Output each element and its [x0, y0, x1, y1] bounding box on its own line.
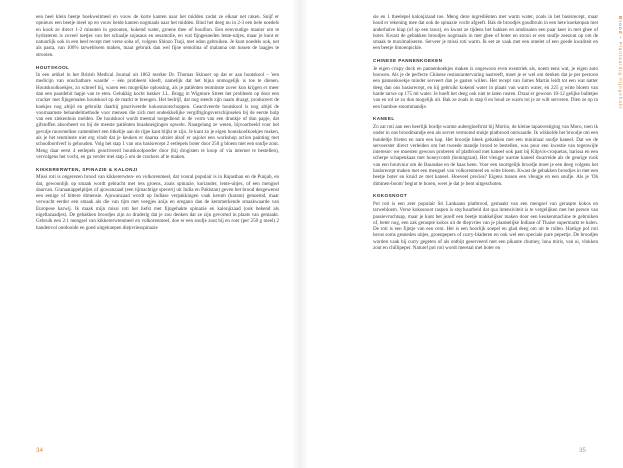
right-page	[300, 0, 623, 468]
paragraph: Zo zat roti aan een heerlijk bordje warme aubergineftrist bij Morito, de kleine tapasvestiging van Moro, toen ik onder in ons broodmandje een als servet vermomd stukje platbrood ontwaarde. Ik wikkelde het broodje om een bundeltje frieten en nam een hap. Het broodje bleek gebakken met een minimaal snufje kaneel. Dat we de serveerster direct verleiden om het tweede mandje brood te bestellen, was puur een kwestie van tegenwijle interesse: we moesten gewoon proberen of platbrood met kaneel ook past bij Kilpvis-croquetas, harissa en een scherpe schapenkaas met honeycomb (honingraat). Het vleugje warme kaneel dwarrelde als de geurige rook van een houtvuur om de Basasdae en de kaas heen. Voor een soortgelijk broodje moet je een deeg volgens het basisrecept maken met een mengsel van volkorenmeel en witte bloem. Kwast de gebakken broodjes in met een beetje boter en kruid ze met kaneel. Hoeveel precies? Eigens tussen een vleugje en een snufje. Als je 'Oh dimmen-boom' begint te horen, weet je dat je bent uitgeschoten.	[373, 124, 598, 187]
left-text-column	[36, 14, 279, 231]
running-head-sub: • Plantaardig Fijngehakt	[618, 36, 623, 110]
paragraph: Missi roti is ongerezen brood van kikkererwten- en volkorenmeel, dat vooral populair is in Rajasthan en de Punjab, en dat, gewoonlijk op smaak wordt gebracht met iets groens, zoals spinazie, koriander, lente-uitjes, of een mengsel daarvan. Granaatappelpitjes of ajowanzaad (een tijmachtige specerij uit India en Pakistan) geven het brood desgewenst een eenige of bittere dimensie. Ajowanzaad wordt op Indiase verpakkingen vaak kerum (karam) genoemd, maar verwacht eerder een smaak als die van tijm met veegjes anijs en oregano dan de kemmerkende smaakwaarde van Europese karwij. Ik maak mijn missi roti het liefst met fijngehakte spinazie en kalonjizaad (ook bekend als nigellazaadjes). De gebakken broodjes zijn zo draderig dat je zou denken dat ze zijn gevormd in plaats van gemaakt. Gebruik een 2:1 mengsel van kikkererwtenmeel en volkorenmeel, doe er een snufje zout bij en roer (per 250 g meel) 2 handenvol ontdooide en goed uitgeknepen diepvriesspinazie	[36, 174, 279, 231]
section-heading-kaneel: KANEEL	[373, 116, 395, 122]
paragraph: sie en 1 theelepel kalonjizaad toe. Meng deze ingrediënten met warm water, zoals in het basisrecept, maar houd er rekening mee dat ook de spinazie vocht afgeeft. Bak de broodjes goudbruin in een hete koekenpan met anderhalve klap (of op een tawa), en kwast ze tijdens het bakken en omdraaien een paar keer in met ghee of boter. Kwast de gebakken broodjes nogmaals in met ghee of boter en strooi er een snufje zeezout op om de smaak te maximaliseren. Serveer je missi roti warm. Ik eet ze vaak met een omelet of een goede kwaliteit en een beetje limoenpickle.	[373, 14, 598, 52]
paragraph: Je eigen crispy duck en pannenkoekjes maken is ongewoon even exentriek als, noem eens wat, je eigen auto bouwen. Als je de perfecte Chinese restaurantervaring nastreeft, moet je er wel om denken dat je per persoon een pannenkoekje minder serveert dan je gasten willen. Het recept van James Martin leidt tot een wat natter deeg dan ons basisrecept, en hij gebruikt kokend water in plaats van warm water, en 225 g witte bloem van harde tarwe op 175 ml water. Je hoeft het deeg ook niet te laten rusten. Draai er gewoon 10-12 gelijke balletjes van en rol ze zo dun mogelijk uit. Bak ze zoals in stap 6 en houd ze warm tot je ze wilt serveren. Dien ze op in een bamboe stoommandje.	[373, 65, 598, 110]
section-heading-chinese-pannenkoeken: CHINESE PANNENKOEKEN	[373, 58, 443, 64]
paragraph: In een artikel in het British Medical Journal uit 1862 merkte Dr. Thomas Skinner op dat er aan houtskool – 'een medicijn van onschatbare waarde' – één probleem kleeft, namelijk dat het bijna onmogelijk is toe te dienen. Houtskoolkoekjes, zo schreef hij, waren een mogelijke oplossing, als je patiënten tenminste zover kon krijgen er meer dan een paardebit hapje van te eten. Gelukkig kocht bakker J.L. Bragg in Wigmore Street het probleem op door een cracker met fijngemalen houtskool op de markt te brengen. Het bedrijf, dat nog steeds zijn naam draagt, produceert de koekjes nog altijd en gebruikt daarbij geactiveerde kokosnootschoppen. Geactiveerde houtskool is nog altijd de voornaamste behandelmethode voor mensen die zich met ondeskkelijke vergiftigingsverschijnselen bij de eerste hulp van een ziekenhuis melden. De houtskool wordt meestal toegediend in de vorm van een drankje of dun papje, dat gifstoffen absorbeert en bij de meeste patiënten braakneigingen opwekt. Naargelang ze weten, bijvoorbeeld voor het gevulje rauwmelkse camembert een titkelije aan de rijpe kant blijkt te zijn. Je kunt zo je eigen houtskoolkoekjes maken, als je het tenminste niet erg vindt dat je keuken er daarna uitziet alsof er asjolot een workshop action painting met schoolbordverf is gehouden. Volg het stap 1 van ons basisrecept 2 eetlepels boter door 250 g bloem met een snufje zout. Meng daar eerst 4 eetlepels geactiveerd houtskoolpoeder door (bij drogisten te koop of via internet te bestellen), vervolgens het vocht, en ga verder met stap 5 om de crackers af te maken.	[36, 72, 279, 160]
running-head-title: Brood	[618, 16, 623, 35]
left-page	[0, 0, 300, 468]
right-text-column	[373, 14, 598, 251]
section-heading-kokosnoot: KOKOSNOOT	[373, 193, 408, 199]
section-heading-houtskool: HOUTSKOOL	[36, 64, 70, 70]
page-number-right: 35	[579, 447, 586, 454]
running-head	[618, 16, 623, 109]
section-heading-kikkererwten: KIKKERERWTEN, SPINAZIE & KALONJI	[36, 166, 138, 172]
page-number-left: 34	[36, 447, 43, 454]
paragraph: een heel klein beetje boekweitmeel en vouw de korte kanten naar het midden zodat ze elkaar net raken. Snijf er opnieuw een beetje meel op en vouw beide kanten nogmaals naar het midden. Bind het deeg nu in 2-3 een hele noedels en kook ze direct 1-2 minuten in gezouten, kokend water, groene thee of bouillon. Een eenvoudige manier om te hydrateren is zoveel toetjes van het schaalje sojasaus en sesamolie, en wat fijngesneden lente-uitjes, maar je kunt er natuurlijk ook in een heel recept met verse soba of, volgens Shinzo Tsuji, met udon gebruiken. Je kunt noedels ook, net als pasta, van 100% tarwebloem maken, maar gebruik dan wel fijne semolina of malanna om tussen de laagjes te strooien.	[36, 14, 279, 58]
paragraph: Pol roti is een zeer populair Sri Lankaans platbrood, gemaakt van een mengsel van geraspte kokos en tarwebloem. Verse kokosnoot raspen is stsyfusarbeid dat qua intensiviteit is te vergelijken met het persen van passievruchtsap, maar je kunt het jezelf een beetje makkelijker maken door een keukenmachine te gebruiken of, beter nog, een zak geraspte kokos uit de diepvries van je plaatselijke Indiase of Thaise supermarkt te halen. De roti is een fijntje van een cent. Het is een hoorlijk soepel en glad deeg om uit te rollen. Hartige pol roti bevat soms gesneden uitjes, groenpepers of curry-bladeren en ook wel een speciale pure pepertje. De broodjes worden vaak bij curry gegeten of als ontbijt geserveerd met een pikante chutney, luna miris, van ui, vlokken zout en chillipeper. Naturel pol roti wordt meestal met boter en	[373, 201, 598, 251]
